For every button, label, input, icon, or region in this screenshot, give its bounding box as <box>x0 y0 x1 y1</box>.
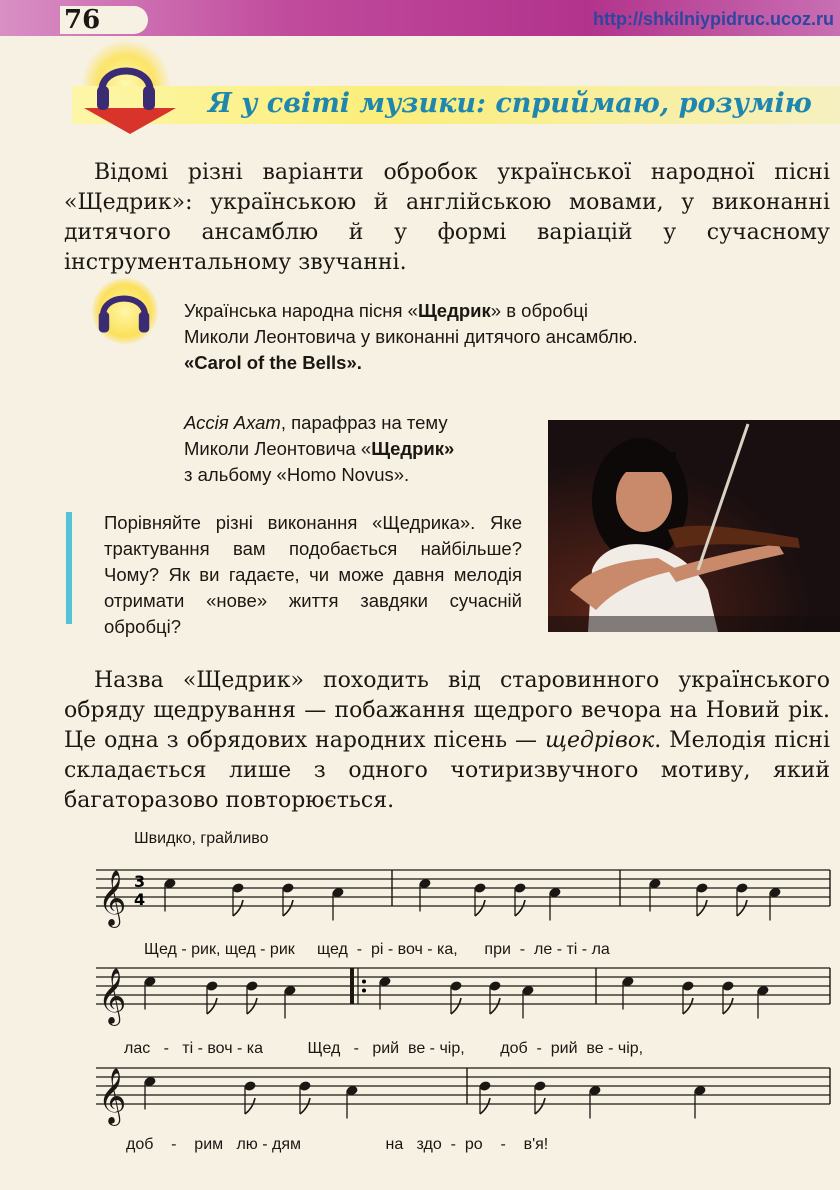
note-flag <box>737 900 747 916</box>
note-flag <box>723 998 733 1014</box>
repeat-dot <box>362 980 366 984</box>
note-flag <box>245 1098 255 1114</box>
source-url: http://shkilniypidruc.ucoz.ru <box>592 9 834 29</box>
note-flag <box>475 900 485 916</box>
note-flag <box>535 1098 545 1114</box>
page-number: 76 <box>60 6 148 34</box>
origin-term: щедрівок <box>544 728 655 753</box>
repeat-dot <box>362 989 366 993</box>
repeat-bar <box>350 968 354 1004</box>
note-flag <box>233 900 243 916</box>
note-flag <box>207 998 217 1014</box>
note-flag <box>247 998 257 1014</box>
origin-text-part1: Назва «Щедрик» походить від старовинного українського обряду щедрування — побажання щедрого вечора на Новий рік. Це одна з обрядових народних пісень — <box>64 668 830 753</box>
song-title: Щедрик <box>417 300 491 321</box>
note-flag <box>283 900 293 916</box>
note-flag <box>697 900 707 916</box>
listening-item-1: Українська народна пісня «Щедрик» в обробці Миколи Леонтовича у виконанні дитячого ансамблю. «Carol of the Bells». <box>184 298 744 376</box>
time-signature-top: 3 <box>134 872 146 891</box>
note-flag <box>515 900 525 916</box>
english-title: Carol of the Bells <box>194 352 347 373</box>
listening-line: Миколи Леонтовича у виконанні дитячого ансамблю. <box>184 326 638 347</box>
treble-clef-icon: 𝄞 <box>98 968 127 1024</box>
note-flag <box>683 998 693 1014</box>
note-flag <box>451 998 461 1014</box>
note-flag <box>300 1098 310 1114</box>
time-signature-bottom: 4 <box>134 890 146 909</box>
lyrics-line-3: доб - рим лю - дям на здо - ро - в'я! <box>126 1136 549 1153</box>
treble-clef-icon: 𝄞 <box>98 870 127 926</box>
note-flag <box>480 1098 490 1114</box>
tempo-marking: Швидко, грайливо <box>134 830 269 847</box>
treble-clef-icon: 𝄞 <box>98 1068 127 1124</box>
origin-text-part2: . Мелодія пісні складається лише з одного чотиризвучного мотиву, який багаторазово повторюється. <box>64 728 830 813</box>
note-flag <box>490 998 500 1014</box>
listening-item-2: Ассія Ахат, парафраз на тему Миколи Леонтовича «Щедрик» з альбому «Homo Novus». <box>184 410 544 488</box>
section-title: Я у світі музики: сприймаю, розумію <box>208 88 812 119</box>
album-line: з альбому «Homo Novus». <box>184 464 410 485</box>
question-text: Порівняйте різні виконання «Щедрика». Яке трактування вам подобається найбільше? Чому? Як ви гадаєте, чи може давня мелодія отримати «нове» життя завдяки сучасній обробці? <box>104 512 522 637</box>
song-title: Щедрик <box>371 438 445 459</box>
lyrics-line-2: лас - ті - воч - ка Щед - рий ве - чір, доб - рий ве - чір, <box>124 1040 644 1057</box>
lyrics-line-1: Щед - рик, щед - рик щед - рі - воч - ка, при - ле - ті - ла <box>144 941 610 958</box>
intro-text: Відомі різні варіанти обробок української народної пісні «Щедрик»: українською й англійською мовами, у виконанні дитячого ансамблю й у формі варіацій у сучасному інструментальному звучанні. <box>64 160 830 275</box>
author-name: Ассія Ахат <box>184 412 281 433</box>
